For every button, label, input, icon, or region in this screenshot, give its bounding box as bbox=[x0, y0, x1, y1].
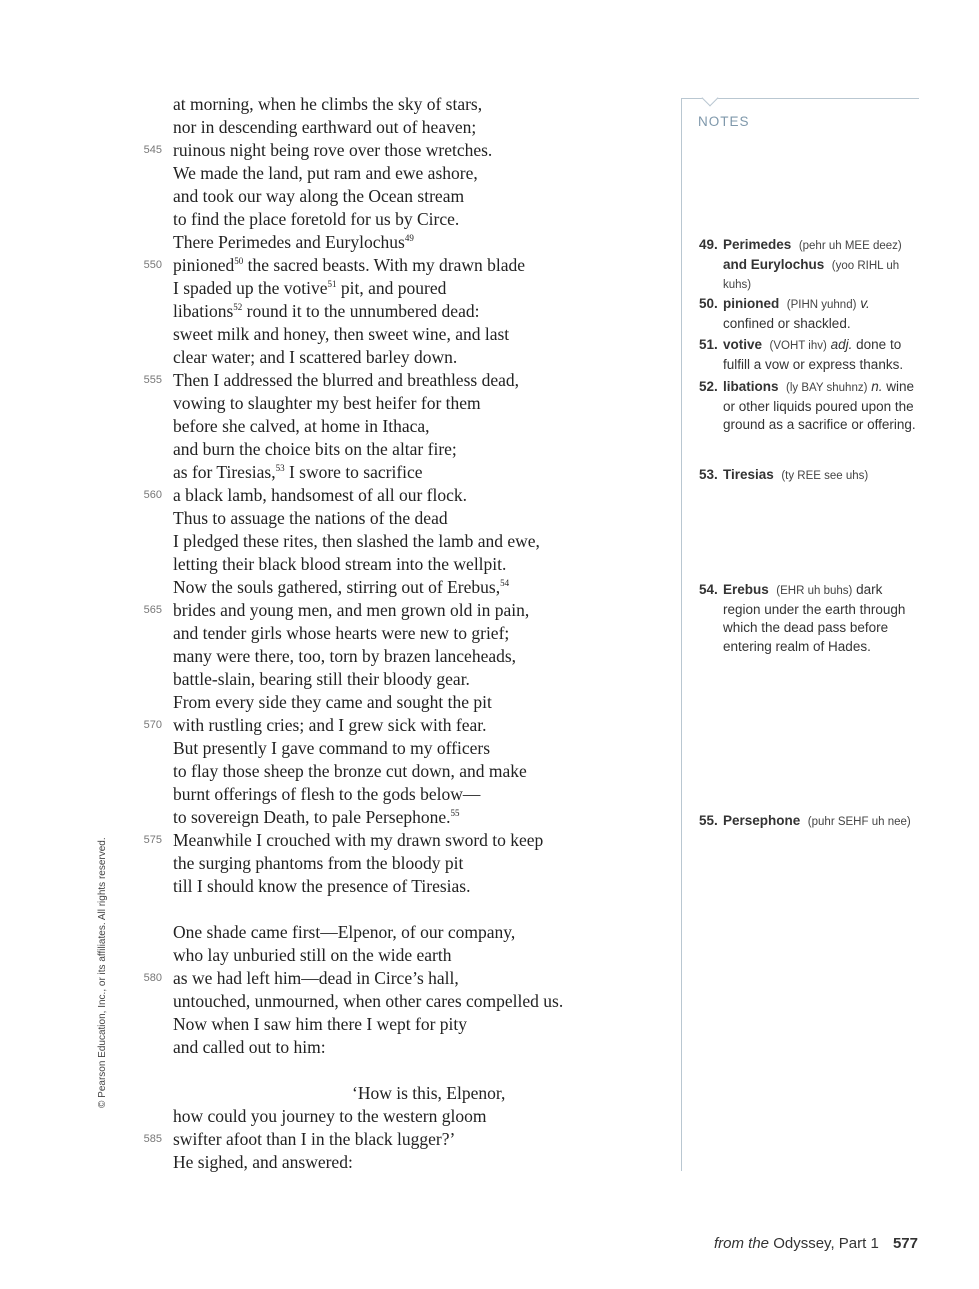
footnote-ref[interactable]: 51 bbox=[327, 279, 337, 290]
poem-line: 555 Then I addressed the blurred and breathless dead, bbox=[0, 369, 660, 392]
footnote-51: 51. votive (VOHT ihv) adj. done to fulfill a vow or express thanks. bbox=[699, 337, 904, 372]
line-number: 580 bbox=[143, 972, 162, 984]
notes-tab-marker bbox=[702, 90, 719, 107]
footnote-55: 55. Persephone (puhr SEHF uh nee) bbox=[699, 813, 911, 828]
poem-line: to find the place foretold for us by Circe. bbox=[173, 209, 460, 229]
footnote-ref[interactable]: 50 bbox=[234, 256, 244, 267]
poem-line: to sovereign Death, to pale Persephone.$^{55}$ bbox=[173, 807, 460, 827]
line-number: 555 bbox=[143, 374, 162, 386]
poem-line: Now when I saw him there I wept for pity bbox=[173, 1014, 468, 1034]
line-number: 585 bbox=[143, 1133, 162, 1145]
page-number: 577 bbox=[892, 1235, 918, 1252]
poem-line: as for Tiresias,$^{53}$ I swore to sacrifice bbox=[173, 462, 423, 482]
footnote-49: 49. Perimedes (pehr uh MEE deez) and Eurylochus (yoo RIHL uh kuhs) bbox=[699, 237, 902, 291]
poem-line: 585 swifter afoot than I in the black lugger?’ bbox=[0, 1128, 660, 1151]
line-number: 575 bbox=[143, 834, 162, 846]
poem-line: But presently I gave command to my officers bbox=[173, 738, 491, 758]
poem-line: There Perimedes and Eurylochus$^{49}$ bbox=[173, 232, 414, 252]
poem-line: nor in descending earthward out of heaven; bbox=[173, 117, 477, 137]
poem-line: burnt offerings of flesh to the gods below— bbox=[173, 784, 481, 804]
page-footer bbox=[714, 1235, 918, 1252]
footnote-50: 50. pinioned (PIHN yuhnd) v. confined or shackled. bbox=[699, 296, 870, 331]
line-number: 545 bbox=[143, 144, 162, 156]
poem-line: many were there, too, torn by brazen lanceheads, bbox=[173, 646, 517, 666]
footnote-54: 54. Erebus (EHR uh buhs) dark region under the earth through which the dead pass before entering realm of Hades. bbox=[699, 582, 906, 654]
poem-line: untouched, unmourned, when other cares compelled us. bbox=[173, 991, 564, 1011]
poem-line: 560 a black lamb, handsomest of all our flock. bbox=[0, 484, 660, 507]
footnote-ref[interactable]: 54 bbox=[500, 578, 510, 589]
poem-line: battle-slain, bearing still their bloody gear. bbox=[173, 669, 470, 689]
poem-line: 545 ruinous night being rove over those wretches. bbox=[0, 139, 660, 162]
poem-line: 575 Meanwhile I crouched with my drawn sword to keep bbox=[0, 829, 660, 852]
footnote-ref[interactable]: 52 bbox=[233, 302, 243, 313]
poem-line: and tender girls whose hearts were new to grief; bbox=[173, 623, 510, 643]
poem-line: and took our way along the Ocean stream bbox=[173, 186, 465, 206]
poem-line: 580 as we had left him—dead in Circe’s hall, bbox=[0, 967, 660, 990]
poem-line: 570 with rustling cries; and I grew sick with fear. bbox=[0, 714, 660, 737]
line-number: 565 bbox=[143, 604, 162, 616]
poem-line: sweet milk and honey, then sweet wine, and last bbox=[173, 324, 510, 344]
poem-line: letting their black blood stream into the wellpit. bbox=[173, 554, 507, 574]
poem-line: how could you journey to the western gloom bbox=[173, 1106, 487, 1126]
poem-line: 565 brides and young men, and men grown old in pain, bbox=[0, 599, 660, 622]
line-number: 560 bbox=[143, 489, 162, 501]
poem-line: libations$^{52}$ round it to the unnumbered dead: bbox=[173, 301, 480, 321]
notes-label: NOTES bbox=[698, 114, 750, 129]
poem-line: vowing to slaughter my best heifer for them bbox=[173, 393, 481, 413]
poem-line: ‘How is this, Elpenor, bbox=[352, 1083, 506, 1103]
poem-line: He sighed, and answered: bbox=[173, 1152, 353, 1172]
poem-line: We made the land, put ram and ewe ashore, bbox=[173, 163, 478, 183]
poem-line: at morning, when he climbs the sky of stars, bbox=[173, 94, 483, 114]
footnote-ref[interactable]: 53 bbox=[275, 463, 285, 474]
poem-line: Thus to assuage the nations of the dead bbox=[173, 508, 448, 528]
poem-line: who lay unburied still on the wide earth bbox=[173, 945, 452, 965]
poem-line: Now the souls gathered, stirring out of Erebus,$^{54}$ bbox=[173, 577, 510, 597]
footnote-53: 53. Tiresias (ty REE see uhs) bbox=[699, 467, 869, 482]
footer-from: from the bbox=[714, 1235, 770, 1252]
poem-line: and burn the choice bits on the altar fire; bbox=[173, 439, 457, 459]
poem-line: I pledged these rites, then slashed the lamb and ewe, bbox=[173, 531, 540, 551]
poem-line: clear water; and I scattered barley down. bbox=[173, 347, 458, 367]
copyright-notice: © Pearson Education, Inc., or its affiliates. All rights reserved. bbox=[97, 837, 108, 1108]
poem-line: One shade came first—Elpenor, of our company, bbox=[173, 922, 516, 942]
poem-line: before she calved, at home in Ithaca, bbox=[173, 416, 430, 436]
footer-title: Odyssey, Part 1 bbox=[773, 1235, 879, 1252]
poem-line: and called out to him: bbox=[173, 1037, 326, 1057]
poem-line: From every side they came and sought the pit bbox=[173, 692, 492, 712]
line-number: 550 bbox=[143, 259, 162, 271]
poem-line: the surging phantoms from the bloody pit bbox=[173, 853, 464, 873]
poem-line: I spaded up the votive$^{51}$ pit, and poured bbox=[173, 278, 447, 298]
poem-line: till I should know the presence of Tiresias. bbox=[173, 876, 471, 896]
footnote-ref[interactable]: 55 bbox=[450, 808, 460, 819]
footnote-52: 52. libations (ly BAY shuhnz) n. wine or other liquids poured upon the ground as a sacrifice or offering. bbox=[699, 379, 916, 432]
line-number: 570 bbox=[143, 719, 162, 731]
footnote-ref[interactable]: 49 bbox=[404, 233, 414, 244]
poem-line: to flay those sheep the bronze cut down, and make bbox=[173, 761, 527, 781]
poem-line: 550 pinioned$^{50}$ the sacred beasts. With my drawn blade bbox=[0, 254, 660, 277]
